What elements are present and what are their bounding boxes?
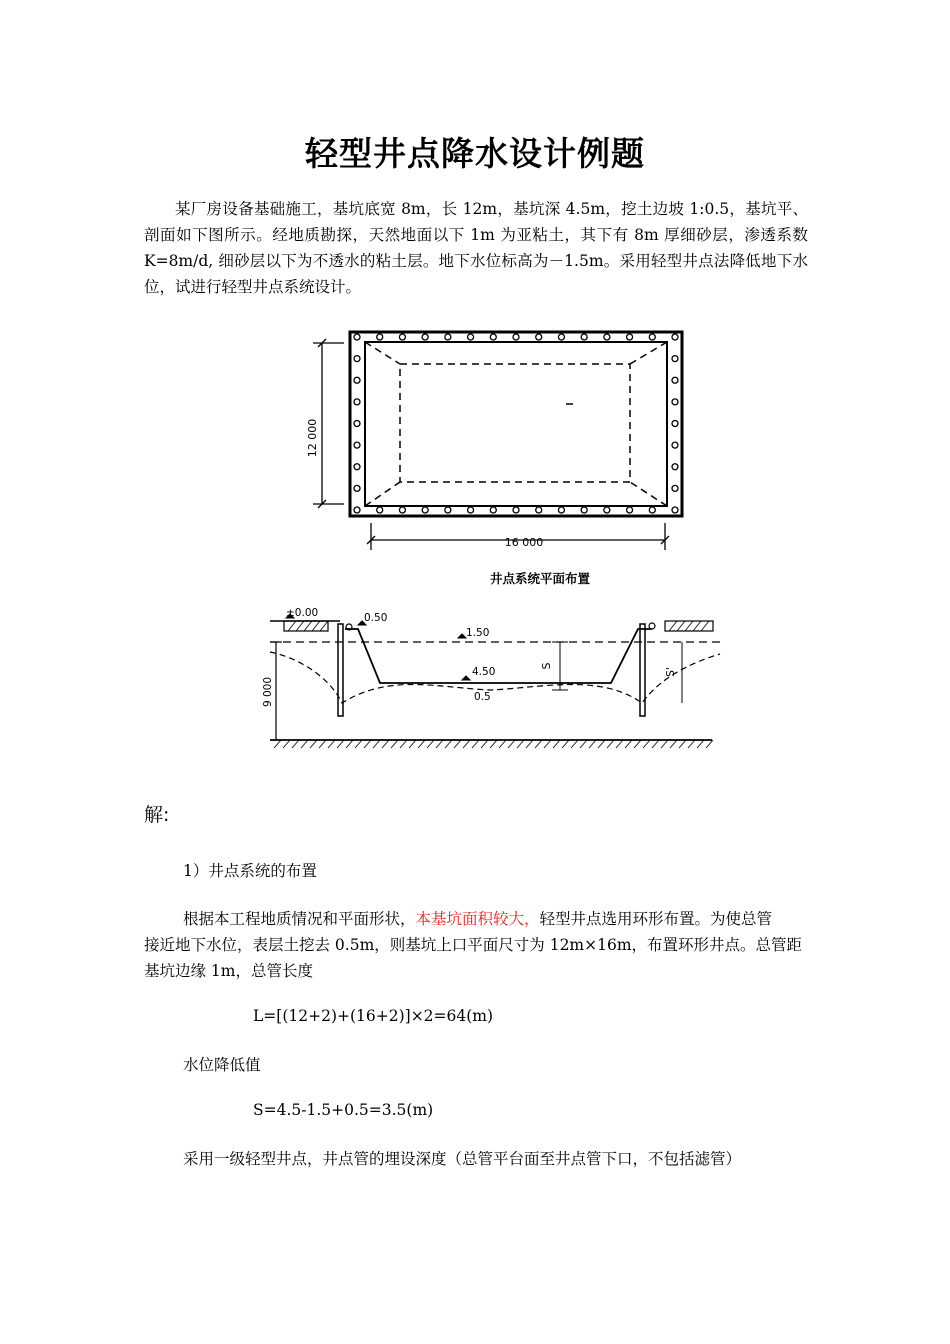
wellpoint-circle (627, 334, 633, 340)
wellpoint-circle (445, 334, 451, 340)
step-heading: 1）井点系统的布置 (183, 862, 317, 880)
paragraph-line (183, 906, 772, 932)
wellpoint-circle (422, 507, 428, 513)
wellpoint-circle (354, 464, 360, 470)
formula-drawdown: S=4.5-1.5+0.5=3.5(m) (253, 1101, 434, 1119)
wellpoint-circle (627, 507, 633, 513)
wellpoint-circle (490, 334, 496, 340)
paragraph-line: 水位降低值 (183, 1056, 261, 1074)
dimension-depth-label: 9 000 (262, 676, 274, 708)
wellpoint-circle (581, 334, 587, 340)
wellpoint-circle (399, 507, 405, 513)
wellpoint-circle (354, 421, 360, 427)
wellpoint-circle (468, 334, 474, 340)
plan-caption: 井点系统平面布置 (489, 571, 591, 586)
paragraph-line: 基坑边缘 1m，总管长度 (144, 962, 313, 980)
wellpoint-circle (377, 334, 383, 340)
solution-label: 解: (144, 804, 170, 826)
wellpoint-circle (604, 334, 610, 340)
wellpoint-circle (354, 485, 360, 491)
wellpoint-circle (672, 421, 678, 427)
wellpoint-circle (354, 377, 360, 383)
wellpoint-circle (536, 334, 542, 340)
wellpoint-circle (581, 507, 587, 513)
dimension-height-label: 12 000 (306, 418, 319, 458)
wellpoint-circle (649, 507, 655, 513)
wellpoint-circle (672, 464, 678, 470)
level-bottom-label: 4.50 (472, 666, 496, 678)
highlighted-text: 本基坑面积较大， (415, 910, 540, 928)
intro-paragraph: 某厂房设备基础施工，基坑底宽 8m，长 12m，基坑深 4.5m，挖土边坡 1:0.5，基坑平、剖面如下图所示。经地质勘探，天然地面以下 1m 为亚粘土，其下有 8m 厚细砂层，渗透系数 K=8m/d, 细砂层以下为不透水的粘土层。地下水位标高为－1.5m。采用轻型井点法降低地下水位，试进行轻型井点系统设计。 (144, 200, 808, 296)
wellpoint-circle (672, 485, 678, 491)
wellpoint-circle (354, 334, 360, 340)
wellpoint-circle (513, 334, 519, 340)
wellpoint-circle (672, 507, 678, 513)
wellpoint-circle (422, 334, 428, 340)
wellpoint-circle (354, 507, 360, 513)
level-platform-label: 0.50 (364, 612, 388, 624)
wellpoint-circle (536, 507, 542, 513)
drawdown-s-prime-label: S' (664, 666, 677, 678)
wellpoint-circle (604, 507, 610, 513)
wellpoint-circle (672, 356, 678, 362)
wellpoint-circle (399, 334, 405, 340)
wellpoint-circle (354, 442, 360, 448)
level-water-label: 1.50 (466, 627, 490, 639)
wellpoint-circle (672, 442, 678, 448)
wellpoint-circle (558, 507, 564, 513)
wellpoint-circle (490, 507, 496, 513)
plan-view (350, 332, 682, 516)
wellpoint-circle (377, 507, 383, 513)
wellpoint-circle (672, 399, 678, 405)
wellpoint-circle (354, 399, 360, 405)
dimension-width-label: 16 000 (504, 536, 544, 549)
figure-plan-and-section (240, 318, 730, 770)
wellpoint-circle (445, 507, 451, 513)
paragraph-line: 采用一级轻型井点，井点管的埋设深度（总管平台面至井点管下口，不包括滤管） (183, 1150, 742, 1168)
paragraph-line: 接近地下水位，表层土挖去 0.5m，则基坑上口平面尺寸为 12m×16m，布置环形井点。总管距 (144, 936, 803, 954)
page-title: 轻型井点降水设计例题 (305, 134, 645, 173)
level-ground-label: ±0.00 (286, 607, 319, 619)
wellpoint-circle (672, 377, 678, 383)
wellpoint-circle (354, 356, 360, 362)
drawdown-s-label: S (540, 662, 553, 670)
wellpoint-circle (558, 334, 564, 340)
wellpoint-circle (672, 334, 678, 340)
formula-pipe-length: L=[(12+2)+(16+2)]×2=64(m) (253, 1007, 494, 1025)
text-segment: 根据本工程地质情况和平面形状， (183, 910, 416, 928)
wellpoint-circle (649, 334, 655, 340)
wellpoint-circle (468, 507, 474, 513)
offset-label: 0.5 (474, 691, 491, 703)
wellpoint-circle (513, 507, 519, 513)
text-segment: 轻型井点选用环形布置。为使总管 (539, 910, 773, 928)
